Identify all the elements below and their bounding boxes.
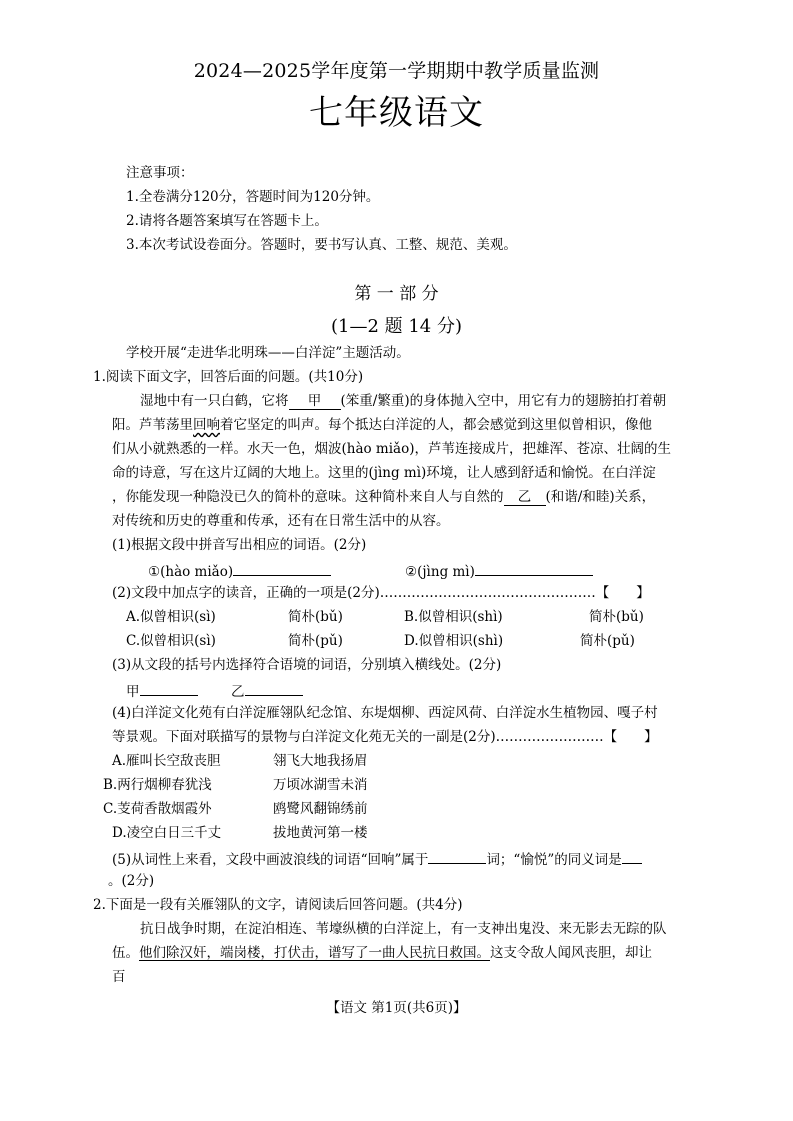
notes-item-2: 2.请将各题答案填写在答题卡上。 bbox=[126, 213, 328, 229]
subject-title: 七年级语文 bbox=[309, 93, 484, 133]
option-c[interactable]: C.似曾相识(sì) bbox=[126, 633, 216, 649]
notes-item-1: 1.全卷满分120分，答题时间为120分钟。 bbox=[126, 189, 380, 205]
q2-passage-line-3: 百 bbox=[112, 969, 126, 985]
q1-sub5-score: 。(2分) bbox=[108, 873, 155, 889]
couplet-b-right: 万顷冰湖雪未消 bbox=[273, 777, 368, 793]
underlined-sentence: 他们除汉奸，端岗楼，打伏击，谱写了一曲人民抗日救国。 bbox=[139, 945, 490, 961]
part-title: 第 一 部 分 bbox=[354, 284, 439, 304]
q1-p1-a: 湿地中有一只白鹤，它将 bbox=[140, 393, 289, 409]
couplet-a-right: 翎飞大地我扬眉 bbox=[273, 753, 368, 769]
q1-passage-line-2: 阳。芦苇荡里回响着它坚定的叫声。每个抵达白洋淀的人，都会感觉到这里似曾相识，像他 bbox=[112, 417, 652, 433]
q1-sub5: (5)从词性上来看，文段中画波浪线的词语“回响”属于 词；“愉悦”的同义词是 bbox=[112, 851, 642, 868]
option-a-right: 简朴(bǔ) bbox=[288, 609, 343, 625]
q1-sub1-a: ①(hào miǎo) bbox=[148, 563, 331, 580]
q1-sub3-jia: 甲 bbox=[126, 683, 198, 700]
q1-p1-b: (笨重/繁重)的身体抛入空中，用它有力的翅膀拍打着朝 bbox=[340, 393, 667, 409]
option-c-right: 简朴(pǔ) bbox=[288, 633, 343, 649]
q1-passage-line-5 bbox=[112, 491, 655, 506]
couplet-b-left[interactable]: B.两行烟柳春犹浅 bbox=[103, 777, 212, 793]
answer-line[interactable] bbox=[233, 563, 331, 576]
option-d-right: 简朴(pǔ) bbox=[580, 633, 635, 649]
q1-sub4-line-2: 等景观。下面对联描写的景物与白洋淀文化苑无关的一副是(2分)……………………【 】 bbox=[112, 729, 658, 745]
q1-sub1-b: ②(jìng mì) bbox=[405, 563, 593, 580]
couplet-d-right: 拔地黄河第一楼 bbox=[273, 825, 368, 841]
answer-line[interactable] bbox=[475, 563, 593, 576]
answer-line[interactable] bbox=[428, 851, 486, 864]
part-range: (1—2 题 14 分) bbox=[330, 316, 463, 337]
q2-passage-line-2: 伍。他们除汉奸，端岗楼，打伏击，谱写了一曲人民抗日救国。这支令敌人闻风丧胆，却让 bbox=[112, 945, 652, 961]
q1-stem: 1.阅读下面文字，回答后面的问题。(共10分) bbox=[93, 369, 364, 385]
option-d[interactable]: D.似曾相识(shì) bbox=[404, 633, 504, 649]
wave-word-huixiang: 回响 bbox=[193, 417, 220, 433]
answer-line[interactable] bbox=[140, 683, 198, 696]
couplet-c-left[interactable]: C.芰荷香散烟霞外 bbox=[103, 801, 212, 817]
q1-passage-line-4: 命的诗意，写在这片辽阔的大地上。这里的(jìng mì)环境，让人感到舒适和愉悦。在白洋淀 bbox=[112, 465, 656, 481]
q1-sub1: (1)根据文段中拼音写出相应的词语。(2分) bbox=[112, 537, 367, 553]
couplet-a-left[interactable]: A.雁叫长空敌丧胆 bbox=[112, 753, 221, 769]
blank-yi: 乙 bbox=[504, 491, 546, 506]
answer-line[interactable] bbox=[622, 851, 642, 864]
q1-sub3-yi: 乙 bbox=[231, 683, 303, 700]
couplet-c-right: 鸥鹭风翻锦绣前 bbox=[273, 801, 368, 817]
notes-item-3: 3.本次考试设卷面分。答题时，要书写认真、工整、规范、美观。 bbox=[126, 237, 517, 253]
couplet-d-left[interactable]: D.凌空白日三千丈 bbox=[112, 825, 222, 841]
part-intro: 学校开展“走进华北明珠——白洋淀”主题活动。 bbox=[126, 345, 410, 361]
option-b-right: 简朴(bǔ) bbox=[589, 609, 644, 625]
option-b[interactable]: B.似曾相识(shì) bbox=[404, 609, 503, 625]
blank-jia: 甲 bbox=[289, 395, 341, 410]
q1-passage-line-3: 们从小就熟悉的一样。水天一色，烟波(hào miǎo)，芦苇连接成片，把雄浑、苍凉、壮阔的生 bbox=[112, 441, 671, 457]
notes-heading: 注意事项： bbox=[126, 165, 194, 181]
answer-line[interactable] bbox=[245, 683, 303, 696]
q1-p5-b: (和谐/和睦)关系， bbox=[545, 489, 656, 505]
q1-sub2: (2)文段中加点字的读音，正确的一项是(2分)…………………………………………【 】 bbox=[112, 585, 650, 601]
q1-sub3: (3)从文段的括号内选择符合语境的词语，分别填入横线处。(2分) bbox=[112, 657, 502, 673]
q2-stem: 2.下面是一段有关雁翎队的文字，请阅读后回答问题。(共4分) bbox=[93, 897, 463, 913]
q1-p5-a: ，你能发现一种隐没已久的简朴的意味。这种简朴来自人与自然的 bbox=[112, 489, 504, 505]
q1-passage-line-6: 对传统和历史的尊重和传承，还有在日常生活中的从容。 bbox=[112, 513, 450, 529]
q1-passage-line-1 bbox=[140, 395, 666, 410]
page-footer: 【语文 第1页(共6页)】 bbox=[326, 1000, 467, 1016]
exam-title: 2024—2025学年度第一学期期中教学质量监测 bbox=[193, 60, 600, 82]
option-a[interactable]: A.似曾相识(sì) bbox=[126, 609, 216, 625]
q1-sub4-line-1: (4)白洋淀文化苑有白洋淀雁翎队纪念馆、东堤烟柳、西淀风荷、白洋淀水生植物园、嘎子村 bbox=[112, 705, 658, 721]
q2-passage-line-1: 抗日战争时期，在淀泊相连、苇壕纵横的白洋淀上，有一支神出鬼没、来无影去无踪的队 bbox=[140, 921, 667, 937]
